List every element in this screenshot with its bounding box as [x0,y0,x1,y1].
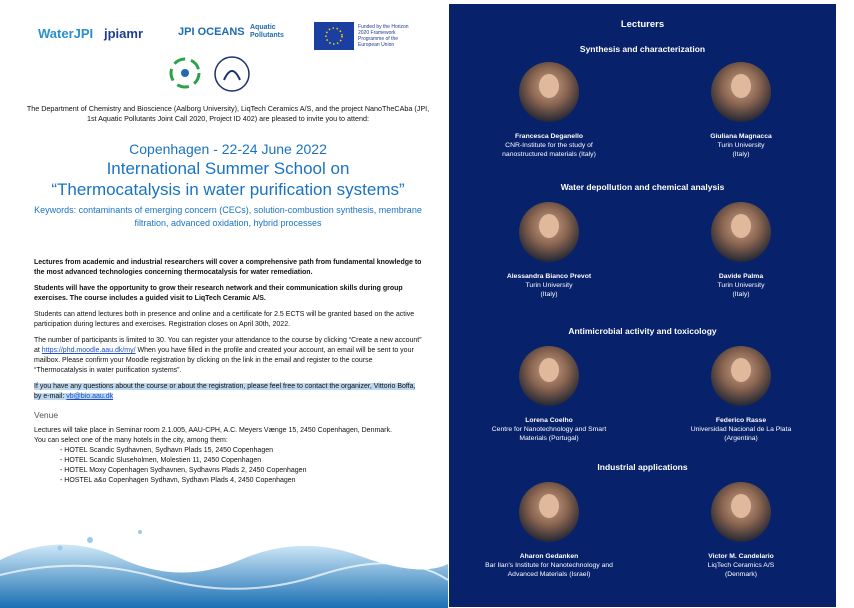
avatar [519,482,579,542]
lecturer-card [464,62,634,159]
paragraph-registration [34,336,422,376]
email-link[interactable]: vb@bio.aau.dk [66,393,114,400]
lecturer-affiliation: Turin University [717,142,765,149]
lecturer-affiliation: (Italy) [732,291,750,298]
list-item: - HOTEL Scandic Sluseholmen, Molestien 11, 2450 Copenhagen [60,456,422,466]
lecturer-card [464,346,634,443]
hotel-list [34,446,422,486]
lecturer-card [464,482,634,579]
paragraph-contact [34,382,422,402]
waterjpi-logo: WaterJPI [38,26,94,41]
paragraph-lectures: Lectures from academic and industrial researchers will cover a comprehensive path from fundamental knowledge to the most advanced technologies concerning thermocatalysis for water remediation. [34,259,422,276]
registration-text: The number of participants is limited to 30. You can register your attendance to the course by clicking “Create a new account” at [34,337,422,354]
moodle-link[interactable]: https://phd.moodle.aau.dk/my/ [41,347,136,354]
paragraph-students: Students will have the opportunity to grow their research network and their communication skills during group exercises. The course includes a guided visit to LiqTech Ceramic A/S. [34,285,403,302]
lecturer-name: Francesca Deganello [515,133,583,140]
logo-bar [38,18,418,98]
avatar [711,346,771,406]
lecturer-card [656,62,826,159]
body-text [34,258,422,486]
lecturer-affiliation: Turin University [717,282,765,289]
lecturers-title: Lecturers [620,19,665,30]
lecturer-affiliation: Bar Ilan's Institute for Nanotechnology and [485,562,613,569]
contact-text: If you have any questions about the course or about the registration, please feel free to contact the organizer, Vittorio Boffa, by e-mail: [34,383,416,400]
intro-text: The Department of Chemistry and Bioscience (Aalborg University), LiqTech Ceramics A/S, and the project NanoTheCAba (JPI, 1st Aquatic Pollutants Joint Call 2020, Project ID 402) are pleased to invite you to attend: [26,104,430,123]
venue-heading: Venue [34,410,59,420]
section-synthesis: Synthesis and characterization [579,44,706,54]
event-date-location: Copenhagen - 22-24 June 2022 [129,141,327,157]
lecturer-name: Aharon Gedanken [519,553,579,560]
keywords: Keywords: contaminants of emerging concern (CECs), solution-combustion synthesis, membrane filtration, advanced oxidation, hybrid processes [34,205,422,228]
lecturer-name: Davide Palma [718,273,764,280]
lecturer-affiliation: (Italy) [732,151,750,158]
lecturer-card [656,346,826,443]
lecturers-panel [449,4,836,607]
lecturer-name: Alessandra Bianco Prevot [506,273,592,280]
avatar [711,202,771,262]
eu-flag-icon [314,22,354,50]
lecturer-affiliation: (Argentina) [724,435,758,442]
lecturer-affiliation: Advanced Materials (Israel) [507,571,591,578]
event-title-line2: “Thermocatalysis in water purification systems” [51,180,405,199]
lecturer-affiliation: Turin University [525,282,573,289]
lecturer-affiliation: (Denmark) [724,571,758,578]
aquatic-pollutants-logo: Aquatic Pollutants [250,24,284,39]
lecturer-affiliation: LiqTech Ceramics A/S [707,562,775,569]
avatar [711,62,771,122]
paragraph-ects: Students can attend lectures both in presence and online and a certificate for 2.5 ECTS will be granted based on the active participation during lectures and exercises. Registration closes on April 30th, 2022. [34,311,415,328]
lecturer-card [656,482,826,579]
lecturer-name: Lorena Coelho [525,417,573,424]
venue-text: Lectures will take place in Seminar room 2.1.005, AAU-CPH, A.C. Meyers Vænge 15, 2450 Copenhagen, Denmark. [34,427,392,434]
registration-text-cont: When you have filled in the profile and created your account, an email will be sent to your mailbox. Please confirm your Moodle registration by clicking on the link in the email and register to the course “Thermocatalysis in water purification systems”. [34,347,414,374]
lecturer-name: Federico Rasse [715,417,767,424]
eu-funding-text: Funded by the Horizon 2020 Framework Programme of the European Union [358,24,409,48]
jpi-oceans-logo: JPI OCEANS [178,26,245,38]
lecturer-affiliation: Universidad Nacional de La Plata [690,426,792,433]
lecturer-card [464,202,634,299]
event-title-line1: International Summer School on [106,159,350,178]
headline-block [22,140,434,230]
avatar [519,62,579,122]
avatar [711,482,771,542]
list-item: - HOSTEL a&o Copenhagen Sydhavn, Sydhavn Plads 4, 2450 Copenhagen [60,476,422,486]
section-antimicrobial: Antimicrobial activity and toxicology [568,326,717,336]
nanothecaba-logo [166,54,204,92]
lecturer-affiliation: Centre for Nanotechnology and Smart [491,426,607,433]
avatar [519,346,579,406]
lecturer-name: Victor M. Candelario [708,553,774,560]
jpiamr-logo: jpiamr [104,26,144,41]
avatar [519,202,579,262]
lecturer-name: Giuliana Magnacca [710,133,772,140]
lecturer-affiliation: Materials (Portugal) [519,435,579,442]
list-item: - HOTEL Moxy Copenhagen Sydhavnen, Sydhavns Plads 2, 2450 Copenhagen [60,466,422,476]
water-splash-image [0,520,448,608]
lecturer-card [656,202,826,299]
lecturer-affiliation: nanostructured materials (Italy) [502,151,596,158]
section-industrial: Industrial applications [597,462,688,472]
hotels-intro: You can select one of the many hotels in the city, among them: [34,437,228,444]
list-item: - HOTEL Scandic Sydhavnen, Sydhavn Plads 15, 2450 Copenhagen [60,446,422,456]
lecturer-affiliation: CNR-Institute for the study of [505,142,593,149]
lecturer-affiliation: (Italy) [540,291,558,298]
section-water-depollution: Water depollution and chemical analysis [560,182,725,192]
aalborg-university-seal [214,54,250,94]
